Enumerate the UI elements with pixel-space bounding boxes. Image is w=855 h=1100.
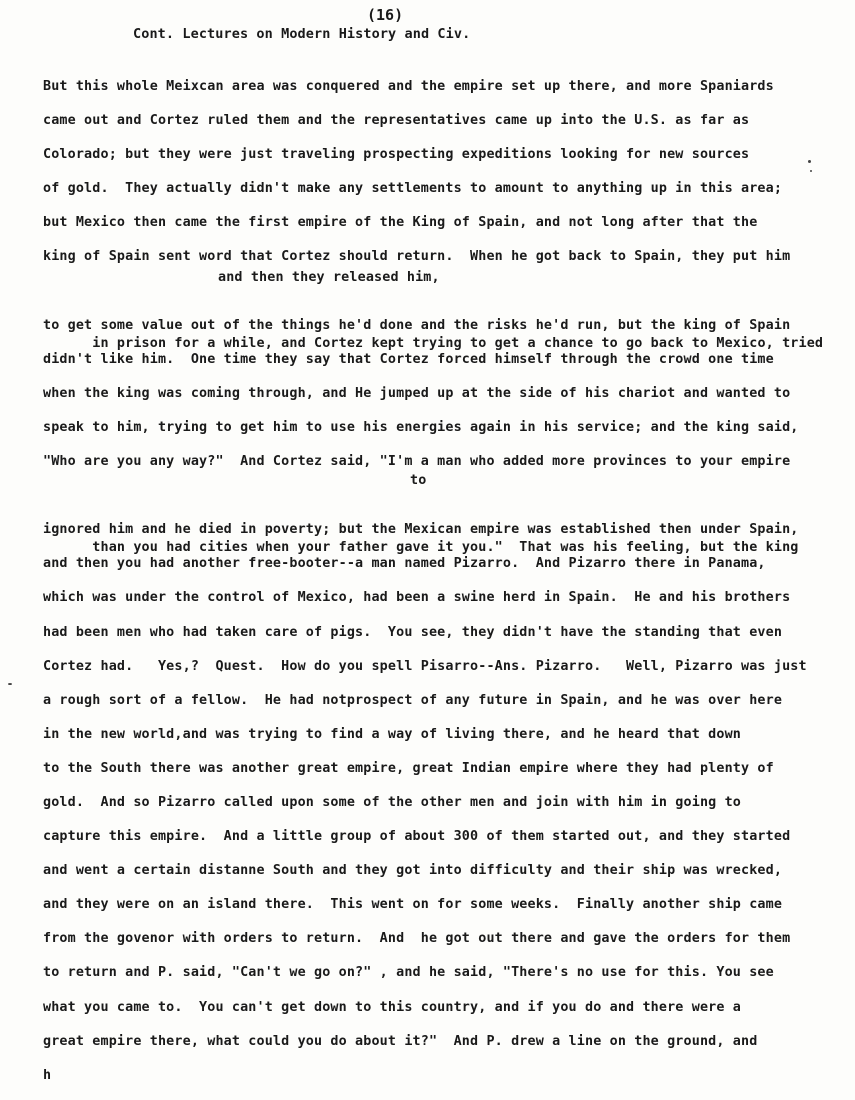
- text-line: but Mexico then came the first empire of the King of Spain, and not long after that the: [43, 215, 758, 231]
- ink-speck: [808, 160, 811, 163]
- text-line: gold. And so Pizarro called upon some of the other men and join with him in going to: [43, 794, 742, 810]
- page-number: (16): [367, 6, 404, 24]
- text-line: Colorado; but they were just traveling prospecting expeditions looking for new sources: [43, 147, 750, 163]
- text-line: Cortez had. Yes,? Quest. How do you spell Pisarro--Ans. Pizarro. Well, Pizarro was just: [43, 658, 807, 674]
- text-line: had been men who had taken care of pigs. You see, they didn't have the standing that even: [43, 624, 783, 640]
- text-line: didn't like him. One time they say that Cortez forced himself through the crowd one time: [43, 351, 774, 367]
- text-line: when the king was coming through, and He jumped up at the side of his chariot and wanted to: [43, 385, 791, 401]
- text-line: and they were on an island there. This went on for some weeks. Finally another ship came: [43, 897, 783, 913]
- text-line: to get some value out of the things he'd done and the risks he'd run, but the king of Spain: [43, 317, 791, 333]
- text-line: which was under the control of Mexico, had been a swine herd in Spain. He and his brothers: [43, 590, 791, 606]
- text-line: "Who are you any way?" And Cortez said, "I'm a man who added more provinces to your empire: [43, 454, 791, 470]
- text-line: h: [43, 1067, 52, 1083]
- text-line: But this whole Meixcan area was conquered and the empire set up there, and more Spaniards: [43, 79, 774, 94]
- text-line: to the South there was another great empire, great Indian empire where they had plenty of: [43, 760, 774, 776]
- text-line: great empire there, what could you do about it?" And P. drew a line on the ground, and: [43, 1033, 758, 1049]
- text-line: what you came to. You can't get down to this country, and if you do and there were a: [43, 999, 742, 1015]
- text-line: to return and P. said, "Can't we go on?" , and he said, "There's no use for this. You see: [43, 965, 774, 981]
- text-line: in prison for a while, and Cortez kept trying to get a chance to go back to Mexico, tried: [92, 335, 824, 351]
- ink-speck: [8, 683, 12, 685]
- text-line: than you had cities when your father gave it you." That was his feeling, but the king: [92, 540, 799, 556]
- text-line: king of Spain sent word that Cortez should return. When he got back to Spain, they put him: [43, 249, 791, 265]
- text-line: and then you had another free-booter--a man named Pizarro. And Pizarro there in Panama,: [43, 556, 766, 572]
- text-line: a rough sort of a fellow. He had notprospect of any future in Spain, and he was over here: [43, 692, 783, 708]
- text-line: speak to him, trying to get him to use his energies again in his service; and the king said,: [43, 419, 799, 435]
- text-line: and went a certain distanne South and they got into difficulty and their ship was wrecked,: [43, 863, 783, 879]
- text-line: came out and Cortez ruled them and the representatives came up into the U.S. as far as: [43, 113, 750, 129]
- document-header: Cont. Lectures on Modern History and Civ.: [133, 26, 471, 42]
- ink-speck: [810, 170, 812, 172]
- text-line: of gold. They actually didn't make any settlements to amount to anything up in this area;: [43, 181, 783, 197]
- typed-insertion: to: [410, 473, 427, 489]
- body-text: [43, 74, 823, 1097]
- text-line: capture this empire. And a little group of about 300 of them started out, and they started: [43, 829, 791, 845]
- typed-insertion: and then they released him,: [218, 269, 440, 285]
- text-line: in the new world,and was trying to find a way of living there, and he heard that down: [43, 726, 742, 742]
- text-line: from the govenor with orders to return. And he got out there and gave the orders for them: [43, 931, 791, 947]
- text-line: ignored him and he died in poverty; but the Mexican empire was established then under Spain,: [43, 522, 799, 538]
